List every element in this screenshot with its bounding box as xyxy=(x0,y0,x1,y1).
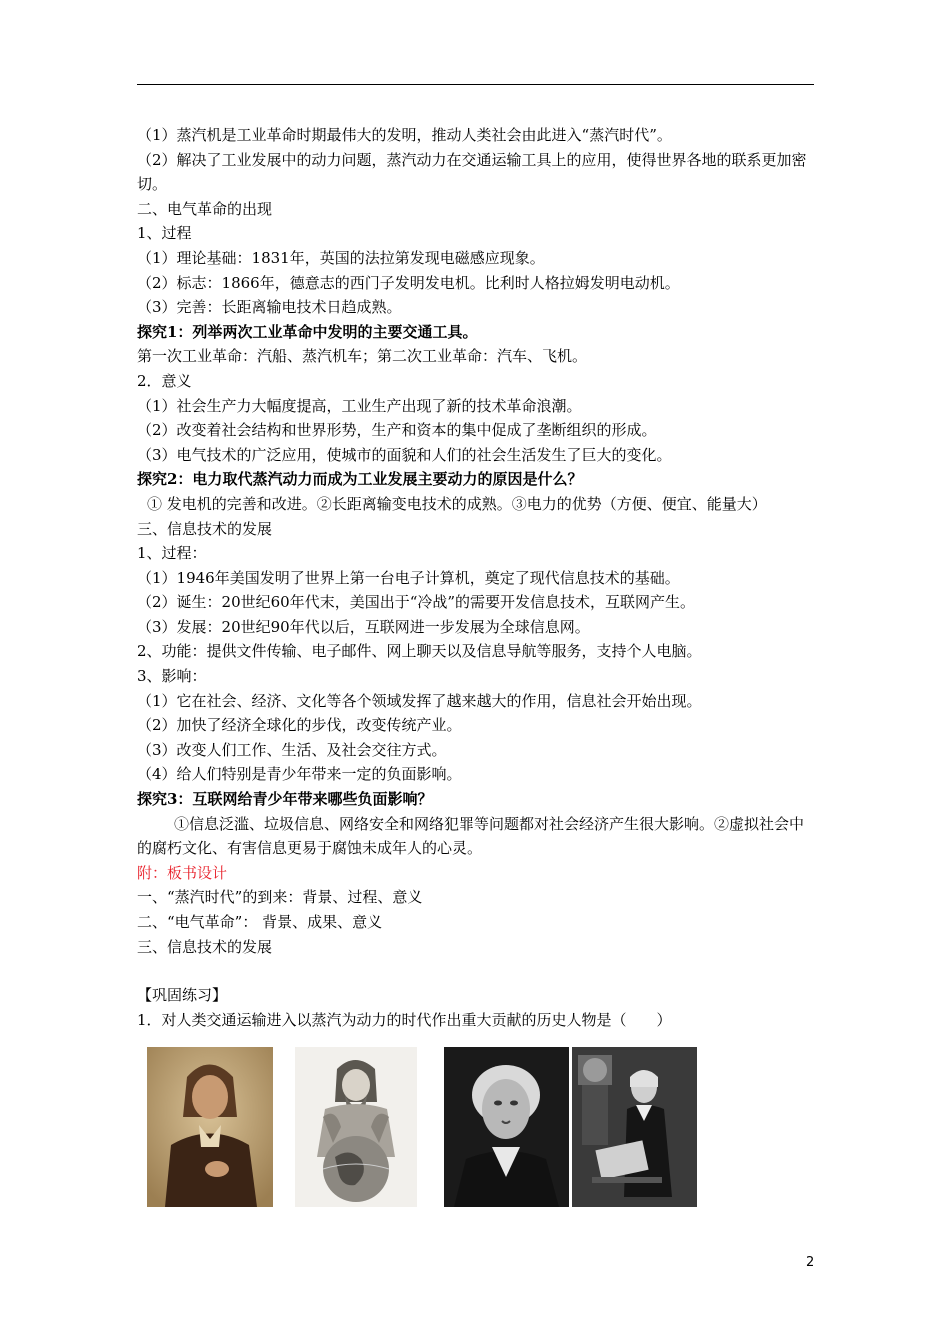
text-line: （2）改变着社会结构和世界形势，生产和资本的集中促成了垄断组织的形成。 xyxy=(137,421,657,440)
text-line: （1）社会生产力大幅度提高，工业生产出现了新的技术革命浪潮。 xyxy=(137,396,582,415)
text-line: （2）加快了经济全球化的步伐，改变传统产业。 xyxy=(137,716,462,735)
inquiry-question: 探究3：互联网给青少年带来哪些负面影响？ xyxy=(137,790,433,809)
section-heading: 三、信息技术的发展 xyxy=(137,519,273,538)
subsection-heading: 1、过程 xyxy=(137,224,192,243)
text-line: （2）解决了工业发展中的动力问题，蒸汽动力在交通运输工具上的应用，使得世界各地的联系更加密切。 xyxy=(137,150,807,194)
subsection-heading: 3、影响： xyxy=(137,667,207,686)
text-line: （1）它在社会、经济、文化等各个领域发挥了越来越大的作用，信息社会开始出现。 xyxy=(137,691,702,710)
exercise-heading: 【巩固练习】 xyxy=(137,986,228,1005)
subsection-heading: 2．意义 xyxy=(137,371,192,390)
document-body xyxy=(137,123,817,1032)
text-line: （2）标志：1866年，德意志的西门子发明发电机。比利时人格拉姆发明电动机。 xyxy=(137,273,680,292)
section-heading: 二、电气革命的出现 xyxy=(137,199,273,218)
columbus-portrait xyxy=(147,1047,273,1207)
atlas-holding-globe-drawing xyxy=(295,1047,417,1207)
exercise-question: 1．对人类交通运输进入以蒸汽为动力的时代作出重大贡献的历史人物是（ ） xyxy=(137,1010,672,1029)
header-rule xyxy=(137,84,814,85)
page-number: 2 xyxy=(806,1255,815,1270)
subsection-heading: 1、过程： xyxy=(137,544,207,563)
text-line: （3）完善：长距离输电技术日趋成熟。 xyxy=(137,298,402,317)
text-line: （3）改变人们工作、生活、及社会交往方式。 xyxy=(137,740,447,759)
faraday-portrait xyxy=(572,1047,697,1207)
inquiry-question: 探究2：电力取代蒸汽动力而成为工业发展主要动力的原因是什么？ xyxy=(137,470,583,489)
text-line: ① 发电机的完善和改进。②长距离输变电技术的成熟。③电力的优势（方便、便宜、能量大） xyxy=(147,494,767,513)
text-line: （1）蒸汽机是工业革命时期最伟大的发明，推动人类社会由此进入“蒸汽时代”。 xyxy=(137,126,672,144)
board-design-item: 一、“蒸汽时代”的到来：背景、过程、意义 xyxy=(137,888,423,907)
text-line: ①信息泛滥、垃圾信息、网络安全和网络犯罪等问题都对社会经济产生很大影响。②虚拟社会中的腐朽文化、有害信息更易于腐蚀未成年人的心灵。 xyxy=(137,814,805,858)
board-design-heading: 附：板书设计 xyxy=(137,863,228,882)
text-line: （3）发展：20世纪90年代以后，互联网进一步发展为全球信息网。 xyxy=(137,617,590,636)
answer-options-photos xyxy=(0,1047,950,1212)
james-watt-portrait xyxy=(444,1047,569,1207)
text-line: （1）1946年美国发明了世界上第一台电子计算机，奠定了现代信息技术的基础。 xyxy=(137,568,680,587)
text-line: （2）诞生：20世纪60年代末，美国出于“冷战”的需要开发信息技术，互联网产生。 xyxy=(137,593,696,612)
text-line: （1）理论基础：1831年，英国的法拉第发现电磁感应现象。 xyxy=(137,248,545,267)
board-design-item: 二、“电气革命”： 背景、成果、意义 xyxy=(137,913,383,931)
spacer xyxy=(137,959,817,983)
text-line: 第一次工业革命：汽船、蒸汽机车；第二次工业革命：汽车、飞机。 xyxy=(137,347,588,366)
inquiry-question: 探究1：列举两次工业革命中发明的主要交通工具。 xyxy=(137,322,478,341)
board-design-item: 三、信息技术的发展 xyxy=(137,937,273,956)
text-line: 2、功能：提供文件传输、电子邮件、网上聊天以及信息导航等服务，支持个人电脑。 xyxy=(137,642,702,661)
text-line: （4）给人们特别是青少年带来一定的负面影响。 xyxy=(137,765,462,784)
text-line: （3）电气技术的广泛应用，使城市的面貌和人们的社会生活发生了巨大的变化。 xyxy=(137,445,672,464)
